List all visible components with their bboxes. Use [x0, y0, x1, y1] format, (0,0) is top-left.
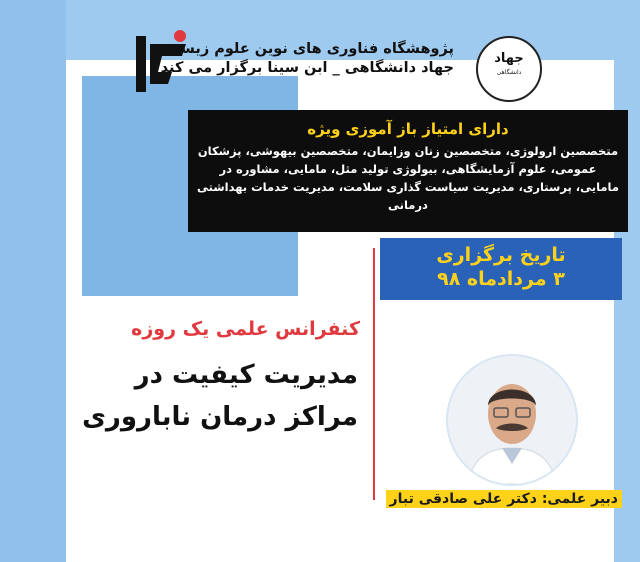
logo-word: جهاد — [494, 51, 524, 66]
logo-sub: دانشگاهی — [496, 69, 522, 76]
date-value: ۳ مردادماه ۹۸ — [437, 268, 565, 290]
red-divider — [373, 248, 375, 500]
credit-text: متخصصین ارولوژی، متخصصین زنان وزایمان، متخصصین بیهوشی، پزشکان عمومی، علوم آزمایشگاهی، بیولوژی تولید مثل، مامایی، مشاوره در مامایی، پرستاری، مدیریت سیاست گذاری سلامت، مدیریت خدمات بهداشتی درمانی — [196, 144, 619, 212]
credit-box — [188, 110, 628, 232]
organizer-line-2: جهاد دانشگاهی _ ابن سینا برگزار می کند — [160, 60, 454, 76]
jahad-logo-icon — [476, 36, 542, 102]
date-box — [380, 238, 622, 300]
speaker-photo — [446, 354, 578, 486]
organizer-text — [160, 40, 454, 78]
person-icon — [448, 356, 576, 484]
speaker-caption: دبیر علمی: دکتر علی صادقی تبار — [386, 490, 622, 508]
conference-label: کنفرانس علمی یک روزه — [131, 318, 360, 340]
conference-title: مدیریت کیفیت در مراکز درمان ناباروری — [82, 360, 358, 432]
credit-title: دارای امتیاز باز آموزی ویژه — [307, 120, 509, 138]
left-blue-band — [0, 0, 66, 562]
date-label: تاریخ برگزاری — [436, 244, 566, 266]
organizer-line-1: پژوهشگاه فناوری های نوین علوم زیستی — [160, 41, 454, 57]
